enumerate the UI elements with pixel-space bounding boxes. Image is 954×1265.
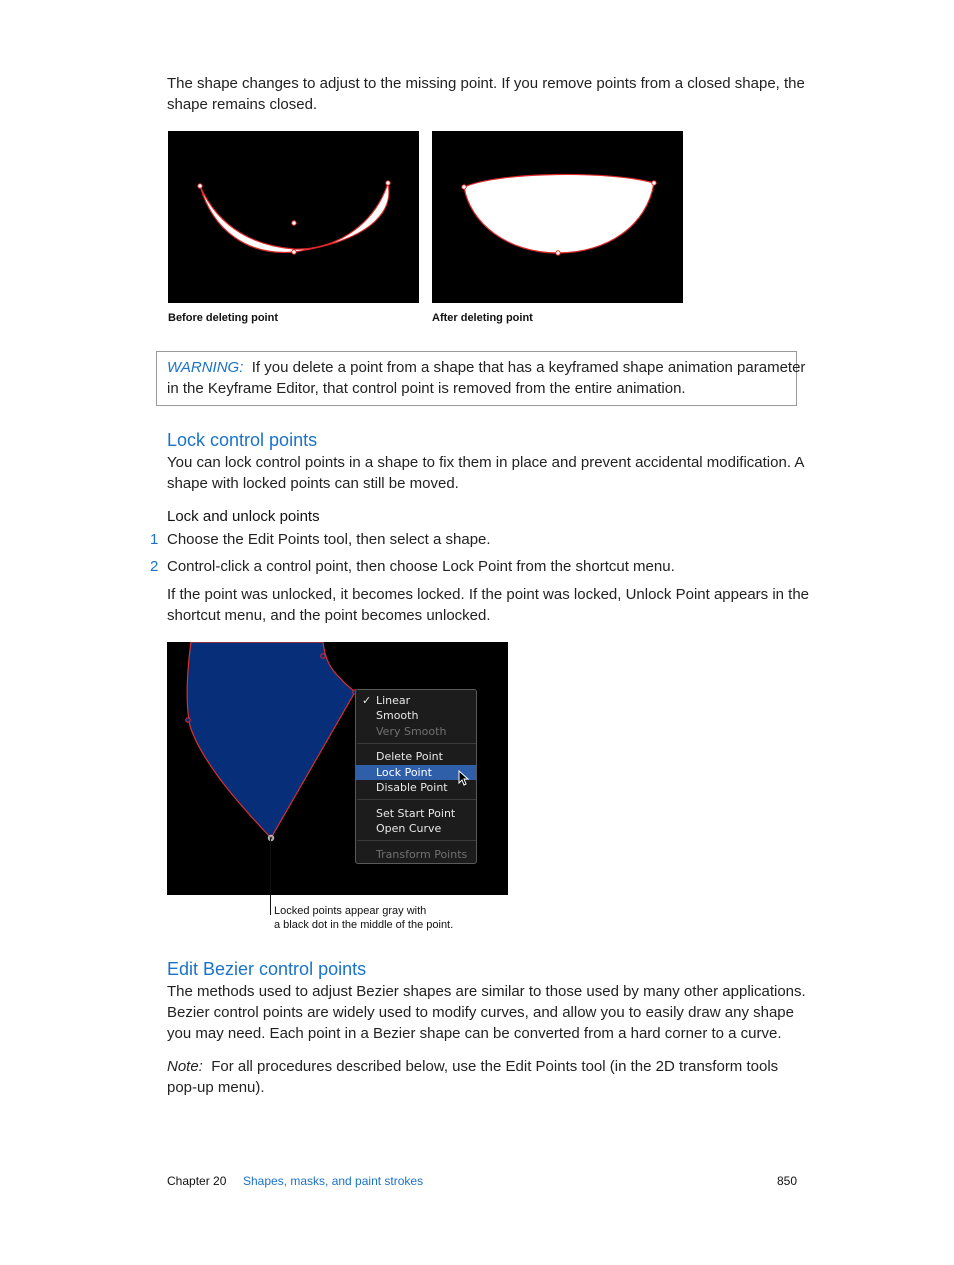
menu-separator bbox=[357, 840, 476, 841]
menu-item-delete-point[interactable]: Delete Point bbox=[376, 750, 443, 763]
control-point bbox=[292, 221, 296, 225]
bezier-line-1: The methods used to adjust Bezier shapes are similar to those used by many other applications. bbox=[167, 983, 806, 1000]
menu-item-linear[interactable]: Linear bbox=[376, 694, 411, 707]
note-paragraph bbox=[167, 1056, 778, 1098]
checkmark-icon: ✓ bbox=[362, 694, 372, 707]
lock-result-line-2: shortcut menu, and the point becomes unlocked. bbox=[167, 607, 491, 624]
blue-shape bbox=[187, 642, 355, 838]
control-point bbox=[652, 181, 656, 185]
menu-item-smooth[interactable]: Smooth bbox=[376, 709, 419, 722]
lock-heading: Lock control points bbox=[167, 430, 318, 450]
bowl-shape bbox=[464, 174, 654, 253]
control-point bbox=[386, 181, 390, 185]
bezier-line-2: Bezier control points are widely used to modify curves, and allow you to easily draw any shape bbox=[167, 1004, 794, 1021]
crescent-shape bbox=[200, 183, 389, 252]
figure-lock-point-menu bbox=[167, 642, 508, 895]
locked-point-callout bbox=[274, 904, 453, 932]
mouse-cursor-icon bbox=[458, 770, 470, 786]
lock-line-1: You can lock control points in a shape to fix them in place and prevent accidental modification. A bbox=[167, 454, 805, 471]
intro-line-1: The shape changes to adjust to the missing point. If you remove points from a closed shape, the bbox=[167, 75, 805, 92]
lock-result-paragraph bbox=[167, 584, 809, 626]
intro-paragraph bbox=[167, 73, 805, 115]
bowl-shape-image bbox=[432, 131, 683, 303]
lock-subheading: Lock and unlock points bbox=[167, 508, 320, 525]
bezier-heading: Edit Bezier control points bbox=[167, 959, 367, 979]
figure-before-delete bbox=[168, 131, 419, 303]
step-1-number: 1 bbox=[150, 531, 159, 548]
callout-line-2: a black dot in the middle of the point. bbox=[274, 919, 454, 931]
menu-item-open-curve[interactable]: Open Curve bbox=[376, 822, 442, 835]
bezier-paragraph bbox=[167, 981, 806, 1044]
menu-item-lock-point[interactable]: Lock Point bbox=[356, 765, 476, 780]
control-point bbox=[462, 185, 466, 189]
lock-line-2: shape with locked points can still be moved. bbox=[167, 475, 459, 492]
warning-line-2: in the Keyframe Editor, that control point is removed from the entire animation. bbox=[167, 380, 686, 397]
note-line-2: pop-up menu). bbox=[167, 1079, 265, 1096]
callout-line-1: Locked points appear gray with bbox=[274, 905, 427, 917]
lock-paragraph bbox=[167, 452, 804, 494]
lock-result-line-1: If the point was unlocked, it becomes locked. If the point was locked, Unlock Point appears in the bbox=[167, 586, 810, 603]
bezier-line-3: you may need. Each point in a Bezier shape can be converted from a hard corner to a curve. bbox=[167, 1025, 782, 1042]
menu-separator bbox=[357, 743, 476, 744]
warning-text bbox=[167, 357, 805, 399]
warning-box bbox=[156, 351, 806, 406]
page-number: 850 bbox=[777, 1174, 798, 1188]
figure-after-delete bbox=[432, 131, 683, 303]
menu-item-transform-points: Transform Points bbox=[376, 848, 468, 861]
note-line-1: For all procedures described below, use the Edit Points tool (in the 2D transform tools bbox=[211, 1058, 779, 1075]
footer-chapter-link[interactable]: Shapes, masks, and paint strokes bbox=[243, 1174, 424, 1188]
control-point bbox=[556, 251, 560, 255]
step-2-number: 2 bbox=[150, 558, 159, 575]
intro-line-2: shape remains closed. bbox=[167, 96, 318, 113]
step-1-text: Choose the Edit Points tool, then select a shape. bbox=[167, 531, 491, 548]
after-caption: After deleting point bbox=[432, 312, 533, 324]
warning-line-1: If you delete a point from a shape that has a keyframed shape animation parameter bbox=[251, 359, 806, 376]
control-point bbox=[321, 654, 326, 659]
footer-chapter: Chapter 20 bbox=[167, 1174, 227, 1188]
control-point bbox=[292, 250, 296, 254]
menu-item-very-smooth: Very Smooth bbox=[376, 725, 447, 738]
shortcut-menu bbox=[355, 689, 477, 864]
crescent-shape-image bbox=[168, 131, 419, 303]
step-2-text: Control-click a control point, then choose Lock Point from the shortcut menu. bbox=[167, 558, 675, 575]
callout-line bbox=[270, 838, 271, 915]
menu-item-set-start-point[interactable]: Set Start Point bbox=[376, 807, 456, 820]
warning-label: WARNING: bbox=[167, 359, 244, 376]
menu-item-disable-point[interactable]: Disable Point bbox=[376, 781, 448, 794]
control-point bbox=[198, 184, 202, 188]
menu-separator bbox=[357, 799, 476, 800]
control-point bbox=[186, 718, 191, 723]
note-label: Note: bbox=[167, 1058, 203, 1075]
before-caption: Before deleting point bbox=[168, 312, 278, 324]
